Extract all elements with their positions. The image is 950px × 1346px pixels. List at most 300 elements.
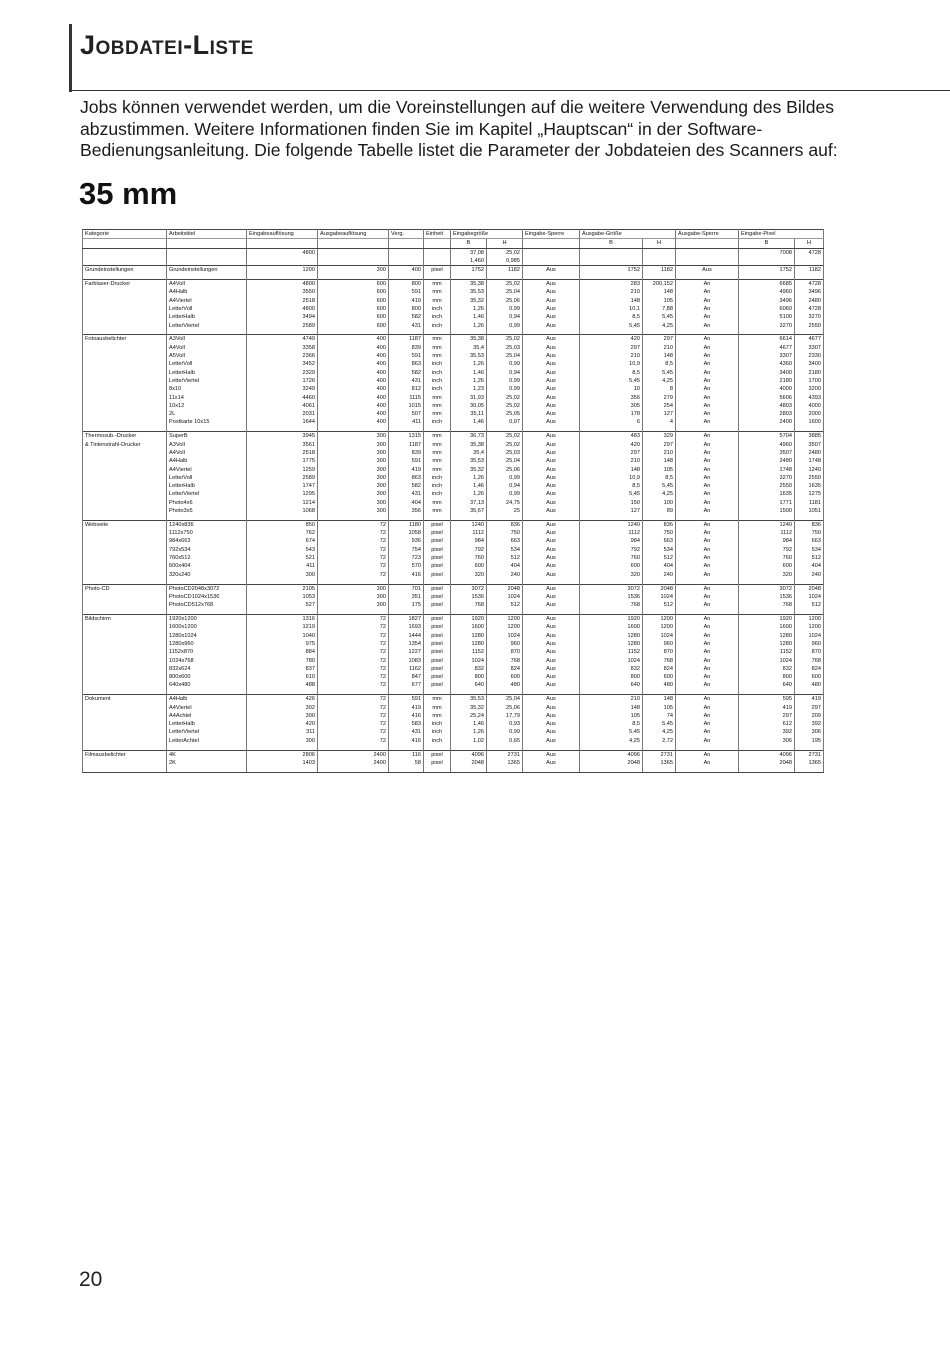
table-cell: 72 (318, 615, 389, 624)
table-cell: 2400 (739, 418, 795, 426)
table-cell: An (676, 490, 739, 498)
table-cell: An (676, 537, 739, 545)
table-cell: A4Viertel (167, 466, 247, 474)
table-cell: 2550 (795, 322, 824, 330)
table-cell: 480 (795, 681, 824, 689)
table-cell: 1,26 (451, 322, 487, 330)
table-cell: 72 (318, 728, 389, 736)
table-cell: 754 (389, 546, 424, 554)
table-cell: 2731 (643, 750, 676, 759)
table-cell: 148 (643, 457, 676, 465)
table-cell: 25,06 (487, 466, 523, 474)
table-cell: Aus (523, 704, 580, 712)
table-subheader-row (83, 239, 824, 248)
table-cell: 2000 (795, 410, 824, 418)
table-cell: 582 (389, 313, 424, 321)
table-row (83, 750, 824, 759)
table-cell: 832 (451, 665, 487, 673)
table-cell: An (676, 432, 739, 441)
table-cell: inch (424, 490, 451, 498)
table-cell: 1219 (247, 623, 318, 631)
table-cell: An (676, 344, 739, 352)
category-cell (83, 601, 167, 609)
table-cell: 2048 (795, 584, 824, 593)
table-cell: 512 (795, 554, 824, 562)
table-cell: pixel (424, 562, 451, 570)
table-cell: 431 (389, 322, 424, 330)
table-cell: 37,08 (451, 248, 487, 257)
table-cell: A4Halb (167, 457, 247, 465)
column-header-magnification: Verg. (389, 230, 424, 239)
table-cell: 1,460 (451, 257, 487, 266)
table-cell: 1152 (451, 648, 487, 656)
table-cell: An (676, 499, 739, 507)
table-cell: 800 (389, 280, 424, 289)
table-cell: 420 (247, 720, 318, 728)
table-cell (83, 257, 167, 266)
table-cell: 1693 (389, 623, 424, 631)
table-cell: Aus (523, 377, 580, 385)
table-cell: 2480 (795, 449, 824, 457)
table-cell: 760 (451, 554, 487, 562)
table-cell: 582 (389, 369, 424, 377)
table-cell: mm (424, 280, 451, 289)
table-cell: 1214 (247, 499, 318, 507)
table-cell: 25,06 (487, 704, 523, 712)
table-cell (389, 248, 424, 257)
table-cell: 600 (318, 305, 389, 313)
table-cell: 4749 (247, 335, 318, 344)
table-cell: 25,05 (487, 410, 523, 418)
table-cell: 800 (451, 673, 487, 681)
table-cell: 836 (487, 520, 523, 529)
table-cell: pixel (424, 520, 451, 529)
table-cell: 1200 (643, 615, 676, 624)
table-cell: 677 (389, 681, 424, 689)
table-cell: Aus (523, 546, 580, 554)
category-cell (83, 418, 167, 426)
table-cell: 534 (487, 546, 523, 554)
table-cell: 72 (318, 712, 389, 720)
table-cell: 1748 (739, 466, 795, 474)
table-cell: 1083 (389, 657, 424, 665)
subheader-output-height: H (643, 239, 676, 248)
table-cell: 2400 (318, 750, 389, 759)
table-cell: Aus (523, 750, 580, 759)
table-cell: 1024 (487, 632, 523, 640)
table-cell: mm (424, 402, 451, 410)
table-cell: An (676, 546, 739, 554)
table-cell: 4,25 (643, 490, 676, 498)
table-cell: 100 (643, 499, 676, 507)
table-cell: 1,26 (451, 474, 487, 482)
table-cell: 25,02 (487, 402, 523, 410)
table-cell: Aus (523, 728, 580, 736)
table-cell: 416 (389, 712, 424, 720)
table-cell: 306 (795, 728, 824, 736)
table-cell (318, 248, 389, 257)
table-cell: 1024 (795, 593, 824, 601)
table-cell: 1024 (487, 593, 523, 601)
table-cell: 3494 (247, 313, 318, 321)
table-cell: 984x663 (167, 537, 247, 545)
table-cell: 400 (318, 344, 389, 352)
table-cell: Aus (523, 394, 580, 402)
table-cell: 1259 (247, 466, 318, 474)
table-row (83, 737, 824, 745)
table-cell: 5704 (739, 432, 795, 441)
category-cell (83, 402, 167, 410)
table-row (83, 648, 824, 656)
table-row (83, 554, 824, 562)
table-cell: 419 (795, 695, 824, 704)
table-cell: 1152 (580, 648, 643, 656)
table-cell: 300 (318, 601, 389, 609)
table-cell: 240 (795, 571, 824, 579)
category-cell (83, 344, 167, 352)
table-cell: An (676, 305, 739, 313)
table-cell: pixel (424, 584, 451, 593)
table-cell: 416 (389, 737, 424, 745)
table-cell: 306 (739, 737, 795, 745)
table-cell: 3072 (739, 584, 795, 593)
table-cell: 582 (389, 482, 424, 490)
table-row (83, 665, 824, 673)
category-cell (83, 529, 167, 537)
table-cell: An (676, 369, 739, 377)
category-cell (83, 648, 167, 656)
table-cell: An (676, 335, 739, 344)
table-cell: 72 (318, 623, 389, 631)
table-cell: 800 (580, 673, 643, 681)
category-cell: Dokument (83, 695, 167, 704)
table-cell: 591 (389, 288, 424, 296)
table-cell: 3945 (247, 432, 318, 441)
table-cell: An (676, 562, 739, 570)
table-row (83, 418, 824, 426)
table-cell: An (676, 457, 739, 465)
table-cell: 297 (643, 335, 676, 344)
table-cell: 600 (318, 297, 389, 305)
table-cell: pixel (424, 601, 451, 609)
category-cell (83, 673, 167, 681)
table-cell: 768 (795, 657, 824, 665)
table-cell: 583 (389, 720, 424, 728)
table-cell: pixel (424, 681, 451, 689)
table-cell: A4Achtel (167, 712, 247, 720)
table-cell: 411 (389, 418, 424, 426)
table-cell: PhotoCD512x768 (167, 601, 247, 609)
table-cell: 4803 (739, 402, 795, 410)
table-cell: 404 (643, 562, 676, 570)
table-row (83, 344, 824, 352)
table-cell: 0,99 (487, 322, 523, 330)
table-cell: 863 (389, 474, 424, 482)
table-cell: 4000 (795, 402, 824, 410)
table-cell: 832 (580, 665, 643, 673)
table-cell: 431 (389, 377, 424, 385)
table-cell: mm (424, 695, 451, 704)
table-cell: An (676, 280, 739, 289)
table-cell: An (676, 759, 739, 767)
table-cell: 36,73 (451, 432, 487, 441)
table-cell: 404 (389, 499, 424, 507)
table-cell: 148 (580, 466, 643, 474)
table-cell: 1920 (739, 615, 795, 624)
category-cell: Fotoausbelichter (83, 335, 167, 344)
table-cell: An (676, 623, 739, 631)
table-cell: 431 (389, 728, 424, 736)
table-row (83, 305, 824, 313)
table-cell: 768 (580, 601, 643, 609)
table-cell: 600 (580, 562, 643, 570)
table-cell: 1275 (795, 490, 824, 498)
table-cell: 35,32 (451, 466, 487, 474)
table-cell: An (676, 601, 739, 609)
table-cell: 1058 (389, 529, 424, 537)
table-cell: 600 (487, 673, 523, 681)
table-cell: SuperB (167, 432, 247, 441)
table-cell: An (676, 529, 739, 537)
table-cell: 58 (389, 759, 424, 767)
category-cell (83, 369, 167, 377)
table-cell: 1024x768 (167, 657, 247, 665)
category-cell (83, 410, 167, 418)
table-cell: inch (424, 313, 451, 321)
table-cell: 3249 (247, 385, 318, 393)
table-cell: 7,88 (643, 305, 676, 313)
table-cell: Aus (523, 640, 580, 648)
table-row (83, 457, 824, 465)
table-cell: 10,1 (580, 305, 643, 313)
table-cell: Aus (523, 520, 580, 529)
column-header-output-resolution: Ausgabeauflösung (318, 230, 389, 239)
table-cell (795, 257, 824, 266)
table-cell: 0,97 (487, 418, 523, 426)
table-cell: 1152 (739, 648, 795, 656)
table-row (83, 720, 824, 728)
table-cell: 2731 (487, 750, 523, 759)
table-cell: Aus (523, 432, 580, 441)
table-cell: 35,38 (451, 280, 487, 289)
column-header-output-lock: Ausgabe-Sperre (676, 230, 739, 239)
table-cell: 4960 (739, 288, 795, 296)
table-cell: 426 (247, 695, 318, 704)
table-cell: 3507 (795, 441, 824, 449)
table-cell: 209 (795, 712, 824, 720)
table-cell: 300 (318, 432, 389, 441)
table-cell: PhotoCD1024x1536 (167, 593, 247, 601)
table-cell: 591 (389, 352, 424, 360)
table-cell: LetterHalb (167, 720, 247, 728)
table-cell: 300 (318, 466, 389, 474)
table-row (83, 520, 824, 529)
table-cell: 25,02 (487, 248, 523, 257)
table-cell: 72 (318, 695, 389, 704)
table-cell: 1403 (247, 759, 318, 767)
table-cell: An (676, 360, 739, 368)
table-cell: 4 (643, 418, 676, 426)
table-cell (643, 248, 676, 257)
table-cell: pixel (424, 554, 451, 562)
table-cell: 127 (643, 410, 676, 418)
table-cell: 1600 (739, 623, 795, 631)
table-cell: 4960 (739, 441, 795, 449)
table-cell: Aus (523, 537, 580, 545)
table-cell: 600x404 (167, 562, 247, 570)
category-cell: Bildschirm (83, 615, 167, 624)
table-cell: 1280 (580, 640, 643, 648)
table-cell: pixel (424, 657, 451, 665)
table-row (83, 385, 824, 393)
category-cell: Photo-CD (83, 584, 167, 593)
table-cell: pixel (424, 673, 451, 681)
table-cell: 1600 (451, 623, 487, 631)
table-cell: 4,25 (580, 737, 643, 745)
table-cell: An (676, 410, 739, 418)
table-cell: inch (424, 369, 451, 377)
table-cell: 35,4 (451, 449, 487, 457)
table-cell: 1771 (739, 499, 795, 507)
table-cell: LetterViertel (167, 377, 247, 385)
job-parameter-table-wrapper (82, 229, 823, 773)
category-cell (83, 571, 167, 579)
table-row (83, 615, 824, 624)
table-cell: 178 (580, 410, 643, 418)
table-cell: 512 (795, 601, 824, 609)
table-cell: 24,75 (487, 499, 523, 507)
table-cell: 663 (643, 537, 676, 545)
table-cell: 1920 (580, 615, 643, 624)
table-header-row (83, 230, 824, 239)
category-cell (83, 665, 167, 673)
table-cell: Aus (523, 673, 580, 681)
table-cell: 25,02 (487, 280, 523, 289)
table-cell: 1240x836 (167, 520, 247, 529)
category-cell (83, 360, 167, 368)
table-cell: 4061 (247, 402, 318, 410)
table-cell: 1,46 (451, 418, 487, 426)
category-cell (83, 482, 167, 490)
category-cell (83, 640, 167, 648)
table-cell: 960 (643, 640, 676, 648)
table-cell: Aus (523, 499, 580, 507)
table-cell: 3072 (451, 584, 487, 593)
table-cell: 210 (580, 288, 643, 296)
column-header-category: Kategorie (83, 230, 167, 239)
category-cell (83, 623, 167, 631)
table-cell: 1182 (643, 266, 676, 275)
table-cell: 521 (247, 554, 318, 562)
table-cell: 35,32 (451, 704, 487, 712)
table-row (83, 449, 824, 457)
table-cell: 768 (643, 657, 676, 665)
table-cell: 400 (318, 335, 389, 344)
table-cell: An (676, 584, 739, 593)
table-row (83, 571, 824, 579)
table-cell: 3307 (795, 344, 824, 352)
table-cell: An (676, 728, 739, 736)
table-row (83, 657, 824, 665)
table-cell: 2048 (643, 584, 676, 593)
table-cell: Aus (523, 571, 580, 579)
table-cell: 600 (795, 673, 824, 681)
table-cell: 210 (643, 449, 676, 457)
table-cell: 300 (318, 490, 389, 498)
table-cell: 4800 (247, 305, 318, 313)
table-cell: 640 (451, 681, 487, 689)
table-cell: 148 (643, 352, 676, 360)
table-cell: 480 (487, 681, 523, 689)
table-row (83, 474, 824, 482)
table-cell: 836 (643, 520, 676, 529)
table-cell: An (676, 402, 739, 410)
table-cell: Aus (523, 584, 580, 593)
group-spacer-row (83, 767, 824, 772)
table-cell: 72 (318, 673, 389, 681)
table-cell: Aus (523, 665, 580, 673)
table-cell: 2480 (739, 457, 795, 465)
table-cell (389, 257, 424, 266)
table-cell: 279 (643, 394, 676, 402)
table-cell: 792 (580, 546, 643, 554)
table-cell: 300 (318, 584, 389, 593)
table-cell: A4Halb (167, 288, 247, 296)
table-cell: 1053 (247, 593, 318, 601)
table-cell: Aus (523, 737, 580, 745)
table-cell: 800 (739, 673, 795, 681)
table-row (83, 377, 824, 385)
table-cell: Aus (523, 441, 580, 449)
table-cell: 300 (318, 507, 389, 515)
table-cell: An (676, 313, 739, 321)
table-cell: 3358 (247, 344, 318, 352)
table-cell: 1,26 (451, 377, 487, 385)
table-cell: A4Voll (167, 280, 247, 289)
table-cell: 527 (247, 601, 318, 609)
table-row (83, 593, 824, 601)
table-cell: 1181 (795, 499, 824, 507)
table-cell: 148 (580, 704, 643, 712)
table-cell: 870 (487, 648, 523, 656)
table-cell: 320 (580, 571, 643, 579)
table-row (83, 623, 824, 631)
table-cell: 984 (580, 537, 643, 545)
table-row (83, 394, 824, 402)
table-cell: An (676, 640, 739, 648)
category-cell (83, 728, 167, 736)
table-cell: 1280 (580, 632, 643, 640)
table-cell: 25,04 (487, 695, 523, 704)
table-cell: 1200 (795, 615, 824, 624)
table-cell: 0,99 (487, 490, 523, 498)
table-cell: 1,26 (451, 360, 487, 368)
table-cell: 72 (318, 546, 389, 554)
table-cell: 148 (580, 297, 643, 305)
table-cell: Aus (523, 266, 580, 275)
category-cell: Filmausbelichter (83, 750, 167, 759)
table-cell: 1635 (795, 482, 824, 490)
table-cell: 600 (318, 288, 389, 296)
table-cell: 1200 (643, 623, 676, 631)
table-cell: 72 (318, 537, 389, 545)
table-cell: 105 (580, 712, 643, 720)
table-cell: 2048 (451, 759, 487, 767)
table-cell: 600 (318, 322, 389, 330)
category-cell (83, 681, 167, 689)
table-cell: 3496 (739, 297, 795, 305)
table-cell (83, 248, 167, 257)
